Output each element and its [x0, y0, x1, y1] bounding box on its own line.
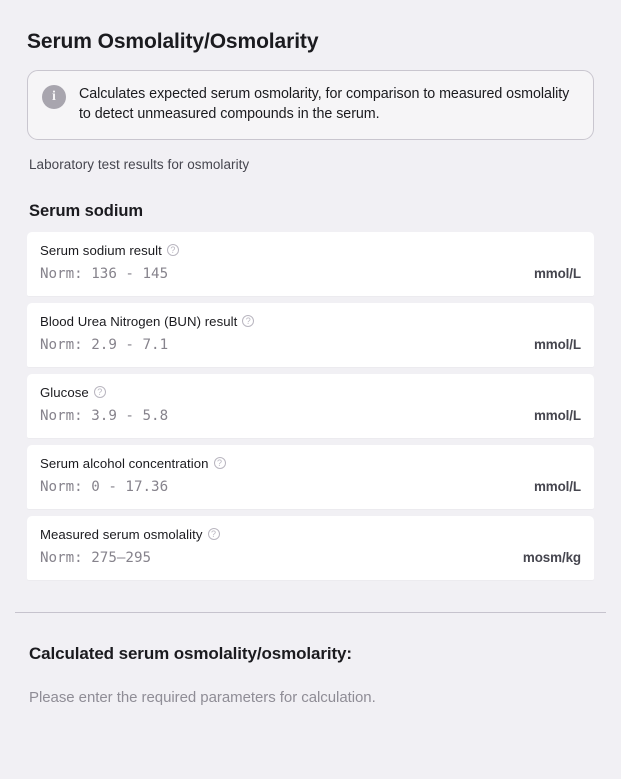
page-title: Serum Osmolality/Osmolarity [27, 30, 319, 53]
field-value-row [40, 408, 581, 424]
field-unit: mmol/L [533, 478, 581, 494]
field-serum-alcohol-concentration[interactable] [27, 445, 594, 509]
field-label: Serum alcohol concentration [40, 455, 209, 471]
section-heading-serum-sodium: Serum sodium [29, 201, 144, 220]
field-bun-result[interactable] [27, 303, 594, 367]
info-icon: i [42, 85, 66, 109]
field-unit: mosm/kg [522, 549, 581, 565]
field-placeholder[interactable]: Norm: 136 - 145 [40, 265, 169, 282]
description-callout [27, 70, 594, 140]
field-label: Blood Urea Nitrogen (BUN) result [40, 313, 238, 329]
field-serum-sodium-result[interactable] [27, 232, 594, 296]
field-glucose[interactable] [27, 374, 594, 438]
help-icon[interactable]: ? [208, 528, 220, 540]
field-unit: mmol/L [533, 336, 581, 352]
help-icon[interactable]: ? [242, 315, 254, 327]
field-label: Measured serum osmolality [40, 526, 203, 542]
field-label: Serum sodium result [40, 242, 162, 258]
help-icon[interactable]: ? [167, 244, 179, 256]
section-subtitle: Laboratory test results for osmolarity [29, 156, 250, 172]
field-label-row [40, 313, 581, 330]
field-placeholder[interactable]: Norm: 275–295 [40, 549, 152, 566]
field-label-row [40, 242, 581, 259]
field-label-row [40, 384, 581, 401]
field-value-row [40, 479, 581, 495]
field-measured-serum-osmolality[interactable] [27, 516, 594, 580]
field-unit: mmol/L [533, 265, 581, 281]
section-divider [15, 612, 606, 613]
result-message: Please enter the required parameters for calculation. [29, 688, 376, 706]
result-heading: Calculated serum osmolality/osmolarity: [29, 643, 352, 663]
field-placeholder[interactable]: Norm: 3.9 - 5.8 [40, 407, 169, 424]
help-icon[interactable]: ? [214, 457, 226, 469]
field-label: Glucose [40, 384, 89, 400]
field-unit: mmol/L [533, 407, 581, 423]
field-value-row [40, 337, 581, 353]
field-placeholder[interactable]: Norm: 0 - 17.36 [40, 478, 169, 495]
field-placeholder[interactable]: Norm: 2.9 - 7.1 [40, 336, 169, 353]
field-label-row [40, 526, 581, 543]
input-fields-list [27, 232, 594, 580]
description-text: Calculates expected serum osmolarity, for comparison to measured osmolality to detect unmeasured compounds in the serum. [79, 86, 570, 123]
help-icon[interactable]: ? [94, 386, 106, 398]
field-value-row [40, 266, 581, 282]
field-value-row [40, 550, 581, 566]
field-label-row [40, 455, 581, 472]
